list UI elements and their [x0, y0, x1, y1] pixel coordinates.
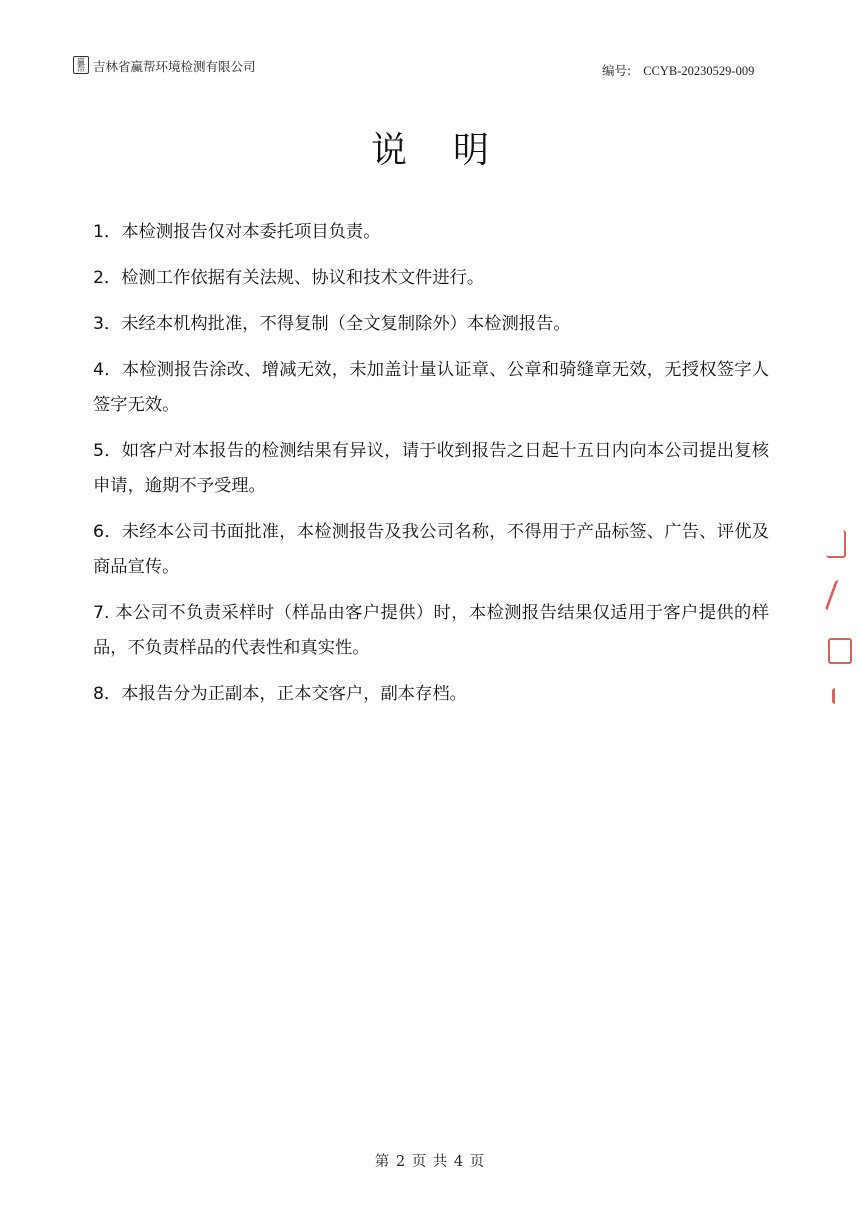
report-number-value: CCYB-20230529-009	[643, 64, 755, 78]
note-item: 4．本检测报告涂改、增减无效，未加盖计量认证章、公章和骑缝章无效，无授权签字人签字无效。	[93, 360, 769, 415]
note-item: 1．本检测报告仅对本委托项目负责。	[93, 222, 381, 242]
seam-stamp-fragment	[818, 520, 860, 720]
page-footer: 第 2 页 共 4 页	[374, 1154, 486, 1170]
note-item: 6．未经本公司书面批准，本检测报告及我公司名称，不得用于产品标签、广告、评优及商品宣传。	[93, 522, 769, 577]
page-title: 说明	[370, 130, 535, 171]
note-item: 3．未经本机构批准，不得复制（全文复制除外）本检测报告。	[93, 314, 571, 334]
note-item: 8．本报告分为正副本，正本交客户，副本存档。	[93, 684, 467, 704]
notes-list	[93, 215, 769, 723]
report-number	[602, 61, 754, 79]
report-number-label: 编号:	[602, 63, 632, 78]
company-logo-icon: 赢帮	[73, 56, 89, 74]
note-item: 2．检测工作依据有关法规、协议和技术文件进行。	[93, 268, 485, 288]
note-item: 5．如客户对本报告的检测结果有异议，请于收到报告之日起十五日内向本公司提出复核申请，逾期不予受理。	[93, 441, 769, 496]
company-name: 吉林省赢帮环境检测有限公司	[93, 59, 256, 74]
note-item: 7. 本公司不负责采样时（样品由客户提供）时，本检测报告结果仅适用于客户提供的样品，不负责样品的代表性和真实性。	[93, 603, 769, 658]
